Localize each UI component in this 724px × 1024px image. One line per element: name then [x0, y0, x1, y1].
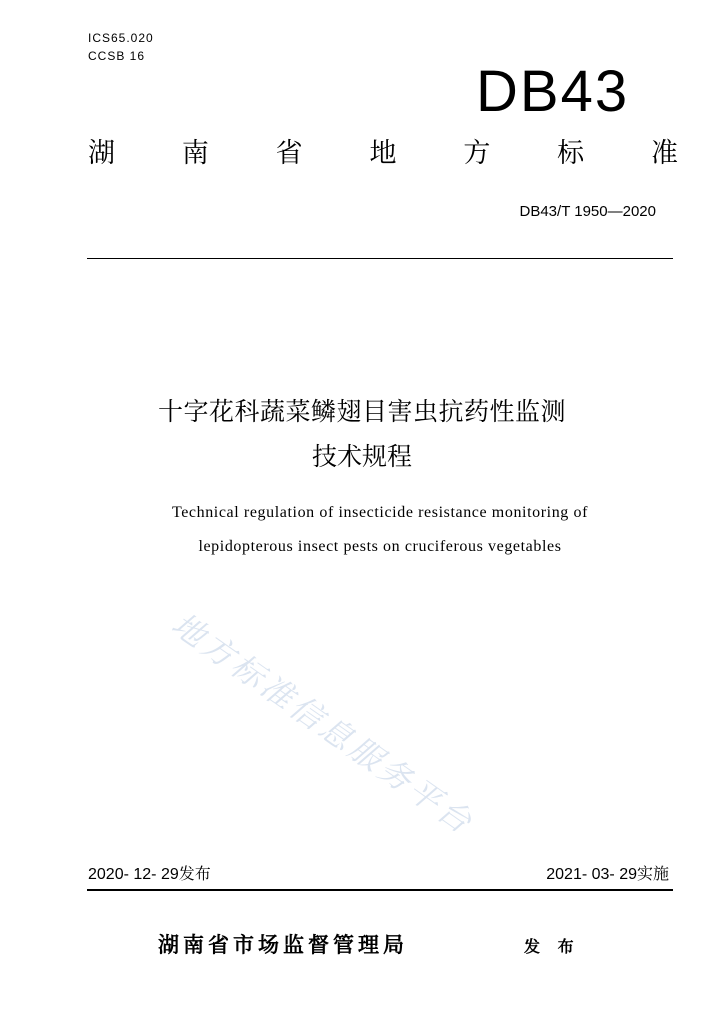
ccs-number: CCSB 16 [88, 49, 146, 63]
watermark: 地方标准信息服务平台 [164, 604, 482, 843]
publisher-name: 湖南省市场监督管理局 [158, 933, 408, 957]
standard-type-title [88, 134, 678, 174]
standard-code: DB43/T 1950—2020 [519, 203, 656, 220]
standard-type-char: 省 [275, 138, 303, 169]
standard-type-char: 标 [557, 138, 585, 169]
title-cn-line1: 十字花科蔬菜鳞翅目害虫抗药性监测 [157, 397, 566, 426]
ics-code-block [88, 29, 154, 65]
ics-number: ICS65.020 [88, 31, 154, 45]
db-logo: DB43 [476, 59, 630, 124]
top-divider [87, 258, 673, 259]
title-cn-line2: 技术规程 [311, 442, 412, 471]
standard-type-char: 地 [369, 138, 397, 169]
publish-label: 发 布 [524, 937, 580, 956]
issue-date: 2020- 12- 29发布 [88, 866, 211, 883]
title-en-line1: Technical regulation of insecticide resistance monitoring of [171, 504, 589, 521]
standard-type-char: 方 [463, 138, 491, 169]
implementation-date: 2021- 03- 29实施 [546, 866, 669, 883]
bottom-divider [87, 889, 673, 891]
standard-type-char: 南 [181, 138, 209, 169]
standard-type-char: 准 [650, 138, 678, 169]
title-en-line2: lepidopterous insect pests on cruciferous vegetables [198, 538, 562, 555]
standard-type-char: 湖 [88, 138, 115, 169]
